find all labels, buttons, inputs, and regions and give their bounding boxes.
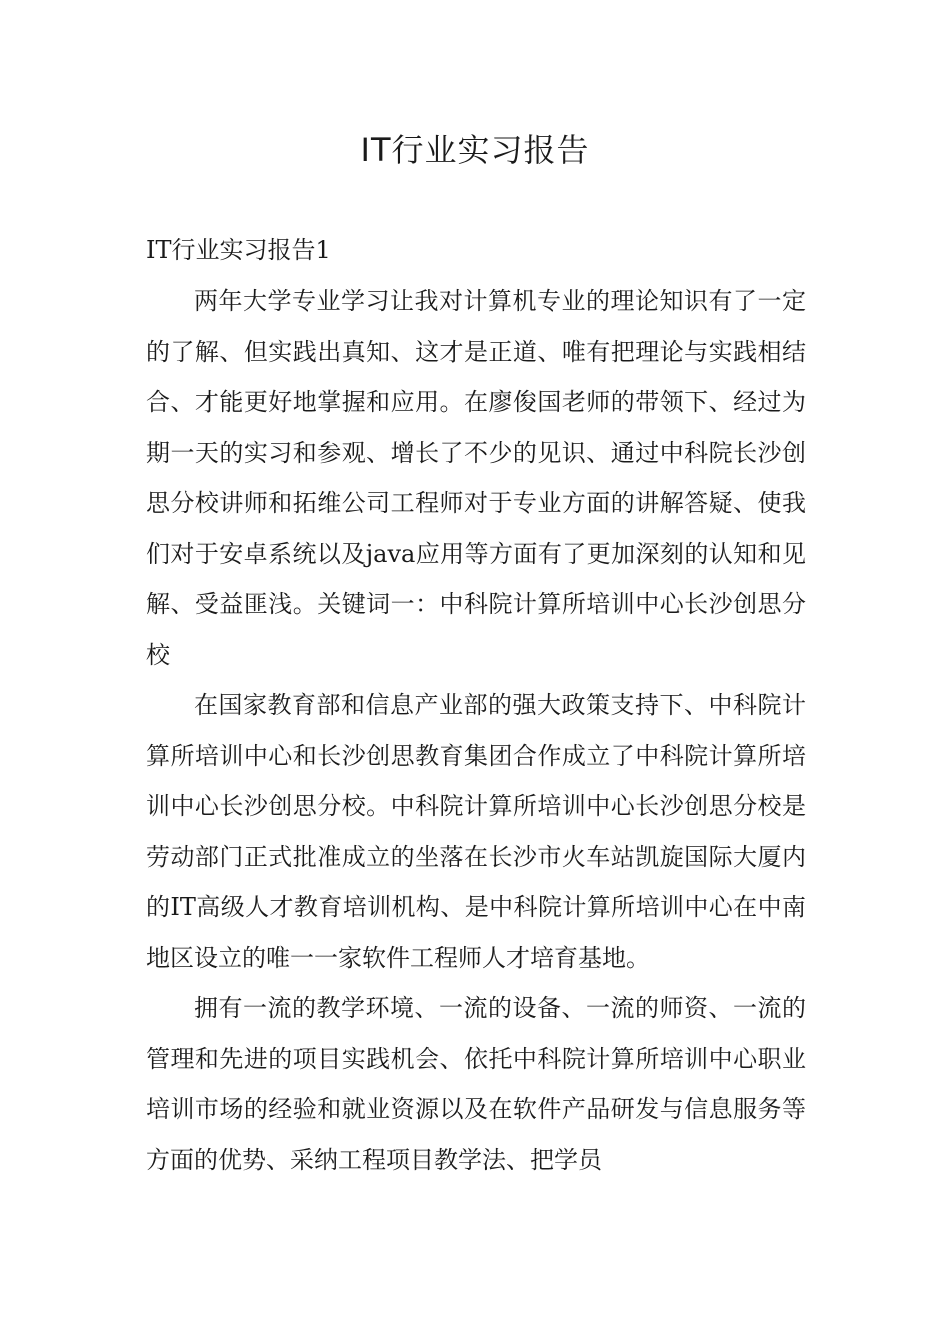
paragraph-3: 拥有一流的教学环境、一流的设备、一流的师资、一流的管理和先进的项目实践机会、依托中科院计算所培训中心职业培训市场的经验和就业资源以及在软件产品研发与信息服务等方面的优势、采纳工程项目教学法、把学员 bbox=[146, 994, 806, 1174]
paragraph-1: 两年大学专业学习让我对计算机专业的理论知识有了一定的了解、但实践出真知、这才是正道、唯有把理论与实践相结合、才能更好地掌握和应用。在廖俊国老师的带领下、经过为期一天的实习和参观、增长了不少的见识、通过中科院长沙创思分校讲师和拓维公司工程师对于专业方面的讲解答疑、使我们对于安卓系统以及java应用等方面有了更加深刻的认知和见解、受益匪浅。关键词一：中科院计算所培训中心长沙创思分校 bbox=[146, 287, 806, 669]
document-body bbox=[146, 224, 806, 1185]
section-heading: IT行业实习报告1 bbox=[146, 236, 331, 264]
document-title: IT行业实习报告 bbox=[360, 131, 590, 169]
paragraph-2: 在国家教育部和信息产业部的强大政策支持下、中科院计算所培训中心和长沙创思教育集团合作成立了中科院计算所培训中心长沙创思分校。中科院计算所培训中心长沙创思分校是劳动部门正式批准成立的坐落在长沙市火车站凯旋国际大厦内的IT高级人才教育培训机构、是中科院计算所培训中心在中南地区设立的唯一一家软件工程师人才培育基地。 bbox=[146, 691, 806, 972]
